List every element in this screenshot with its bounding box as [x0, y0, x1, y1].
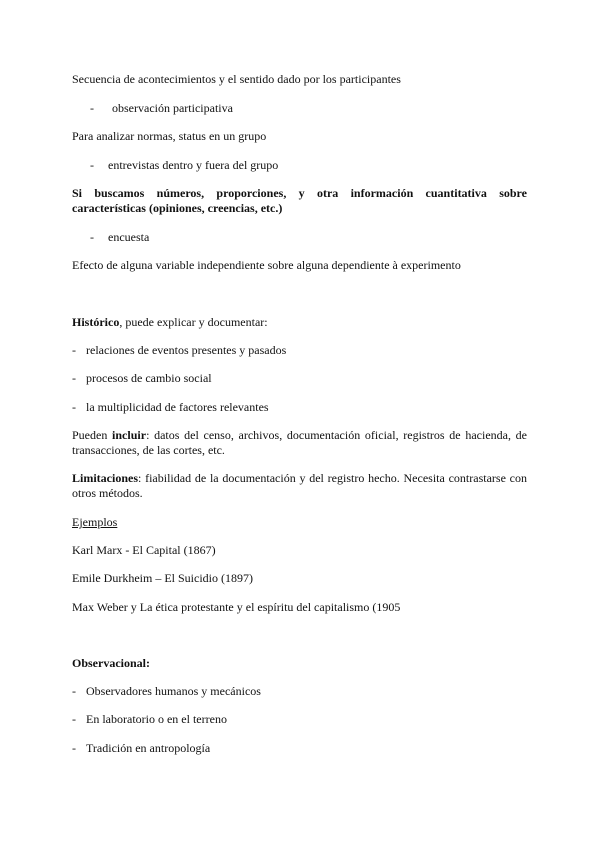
list-item: procesos de cambio social: [86, 371, 212, 385]
text-secuencia: Secuencia de acontecimientos y el sentido dado por los participantes: [72, 72, 401, 86]
dash: -: [72, 400, 76, 414]
example-durkheim: Emile Durkheim – El Suicidio (1897): [72, 571, 253, 585]
list-item: la multiplicidad de factores relevantes: [86, 400, 269, 414]
dash: -: [90, 101, 94, 115]
text-limitaciones: Limitaciones: fiabilidad de la documentación y del registro hecho. Necesita contrastarse con otros métodos.: [72, 471, 527, 500]
example-weber: Max Weber y La ética protestante y el espíritu del capitalismo (1905: [72, 600, 401, 614]
dash: -: [72, 684, 76, 698]
dash: -: [90, 158, 94, 172]
bullet-entrevistas: entrevistas dentro y fuera del grupo: [108, 158, 279, 172]
text-normas: Para analizar normas, status en un grupo: [72, 129, 267, 143]
example-marx: Karl Marx - El Capital (1867): [72, 543, 216, 557]
bullet-observacion-participativa: observación participativa: [112, 101, 233, 115]
list-item: relaciones de eventos presentes y pasados: [86, 343, 287, 357]
text-pueden-incluir: Pueden incluir: datos del censo, archivos, documentación oficial, registros de hacienda, de transacciones, de las cortes, etc.: [72, 428, 528, 457]
heading-observacional: Observacional:: [72, 656, 150, 670]
dash: -: [72, 343, 76, 357]
list-item: Tradición en antropología: [86, 741, 211, 755]
heading-ejemplos: Ejemplos: [72, 515, 118, 529]
dash: -: [72, 712, 76, 726]
text-historico: Histórico, puede explicar y documentar:: [72, 315, 268, 329]
list-item: En laboratorio o en el terreno: [86, 712, 227, 726]
list-item: Observadores humanos y mecánicos: [86, 684, 261, 698]
dash: -: [90, 230, 94, 244]
text-si-buscamos: Si buscamos números, proporciones, y otra información cuantitativa sobre características (opiniones, creencias, etc.): [72, 186, 527, 215]
dash: -: [72, 741, 76, 755]
text-efecto: Efecto de alguna variable independiente sobre alguna dependiente à experimento: [72, 258, 461, 272]
dash: -: [72, 371, 76, 385]
historico-heading: Histórico: [72, 315, 120, 329]
bullet-encuesta: encuesta: [108, 230, 150, 244]
